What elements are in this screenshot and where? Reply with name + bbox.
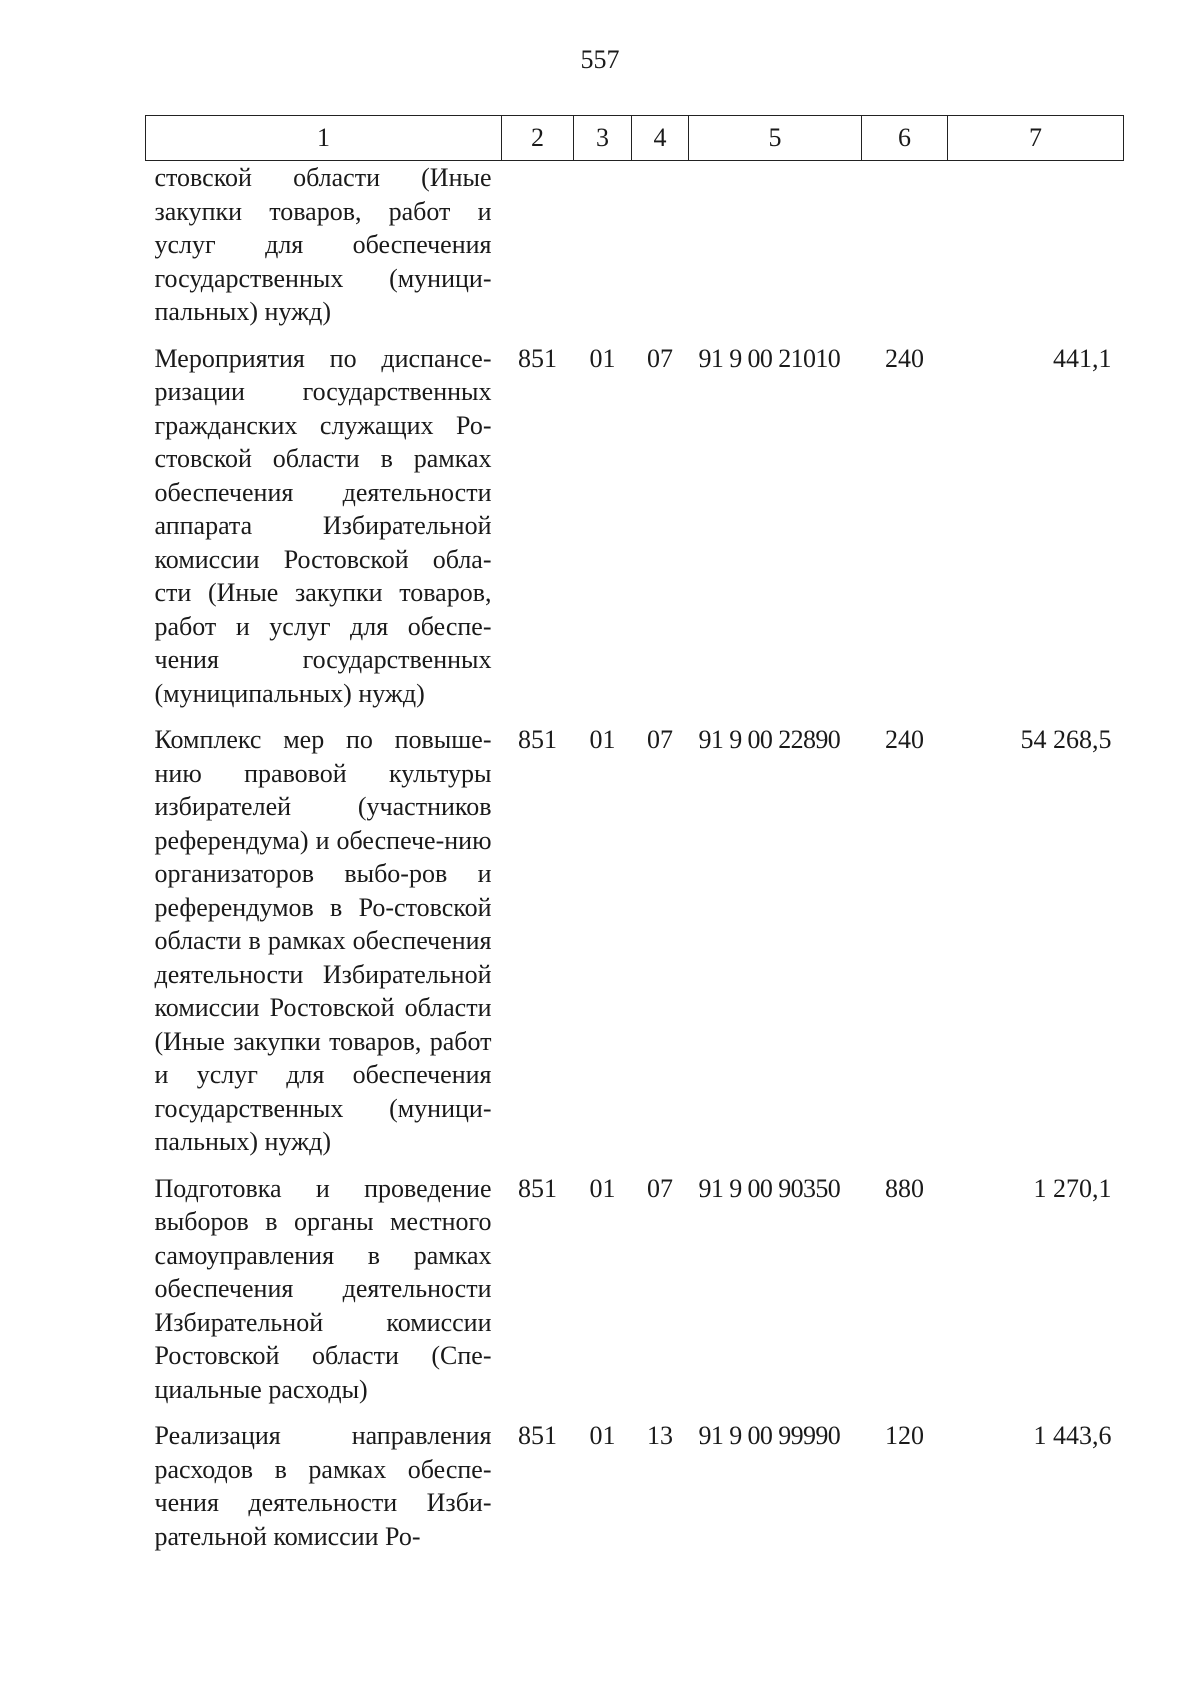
- header-col-6: 6: [862, 116, 948, 161]
- row-col-6: 120: [885, 1421, 924, 1450]
- row-col-2: 851: [518, 725, 557, 754]
- table-row: [146, 719, 1124, 1168]
- header-row: [146, 116, 1124, 161]
- header-col-3: 3: [574, 116, 632, 161]
- row-col-6: 880: [885, 1173, 924, 1203]
- row-col-4: 07: [647, 343, 673, 373]
- row-col-4: [632, 161, 689, 338]
- table-row: [146, 161, 1124, 338]
- row-col-4: 07: [647, 1173, 673, 1203]
- row-description: Подготовка и проведение выборов в органы местного самоуправления в рамках обеспечения деятельности Избирательной комиссии Ростовской области (Спе-циальные расходы): [154, 1173, 492, 1404]
- table-row: [146, 1415, 1124, 1562]
- row-col-7: 441,1: [1053, 343, 1112, 373]
- row-col-3: 01: [589, 1421, 616, 1450]
- table-row: [146, 338, 1124, 720]
- row-col-5: 91 9 00 99990: [698, 1421, 841, 1450]
- header-col-2: 2: [502, 116, 574, 161]
- row-col-3: [574, 161, 632, 338]
- row-col-5: 91 9 00 22890: [698, 725, 841, 754]
- row-col-5: 91 9 00 90350: [698, 1173, 841, 1203]
- row-col-2: 851: [518, 1421, 557, 1450]
- row-col-2: 851: [518, 343, 557, 373]
- row-col-7: 1 443,6: [1033, 1421, 1112, 1450]
- row-col-7: 1 270,1: [1033, 1173, 1112, 1203]
- table-header: [146, 116, 1124, 161]
- table-row: [146, 1168, 1124, 1416]
- row-col-2: 851: [518, 1173, 557, 1203]
- row-description: Мероприятия по диспансе-ризации государственных гражданских служащих Ро-стовской области в рамках обеспечения деятельности аппарата Избирательной комиссии Ростовской обла-сти (Иные закупки товаров, работ и услуг для обеспе-чения государственных (муниципальных) нужд): [154, 343, 492, 708]
- table-body: [146, 161, 1124, 1563]
- row-col-7: [948, 161, 1124, 338]
- row-col-2: [502, 161, 574, 338]
- row-description: Реализация направления расходов в рамках обеспе-чения деятельности Изби-рательной комиссии Ро-: [154, 1421, 492, 1551]
- row-col-4: 13: [647, 1421, 673, 1450]
- row-col-3: 01: [589, 343, 616, 373]
- row-col-6: [862, 161, 948, 338]
- header-col-1: 1: [146, 116, 502, 161]
- row-col-6: 240: [885, 725, 924, 754]
- row-col-5: 91 9 00 21010: [698, 343, 841, 373]
- row-description: Комплекс мер по повыше-нию правовой культуры избирателей (участников референдума) и обеспече-нию организаторов выбо-ров и референдумов в Ро-стовской области в рамках обеспечения деятельности Избирательной комиссии Ростовской области (Иные закупки товаров, работ и услуг для обеспечения государственных (муници-пальных) нужд): [154, 725, 492, 1156]
- budget-table: [145, 115, 1124, 1562]
- row-description: стовской области (Иные закупки товаров, работ и услуг для обеспечения государственных (муници-пальных) нужд): [154, 163, 492, 326]
- header-col-4: 4: [632, 116, 689, 161]
- row-col-6: 240: [885, 343, 924, 373]
- row-col-7: 54 268,5: [1020, 725, 1112, 754]
- row-col-4: 07: [647, 725, 673, 754]
- row-col-3: 01: [589, 725, 616, 754]
- row-col-5: [689, 161, 862, 338]
- row-col-3: 01: [589, 1173, 616, 1203]
- header-col-5: 5: [689, 116, 862, 161]
- page-number: 557: [580, 45, 620, 74]
- header-col-7: 7: [948, 116, 1124, 161]
